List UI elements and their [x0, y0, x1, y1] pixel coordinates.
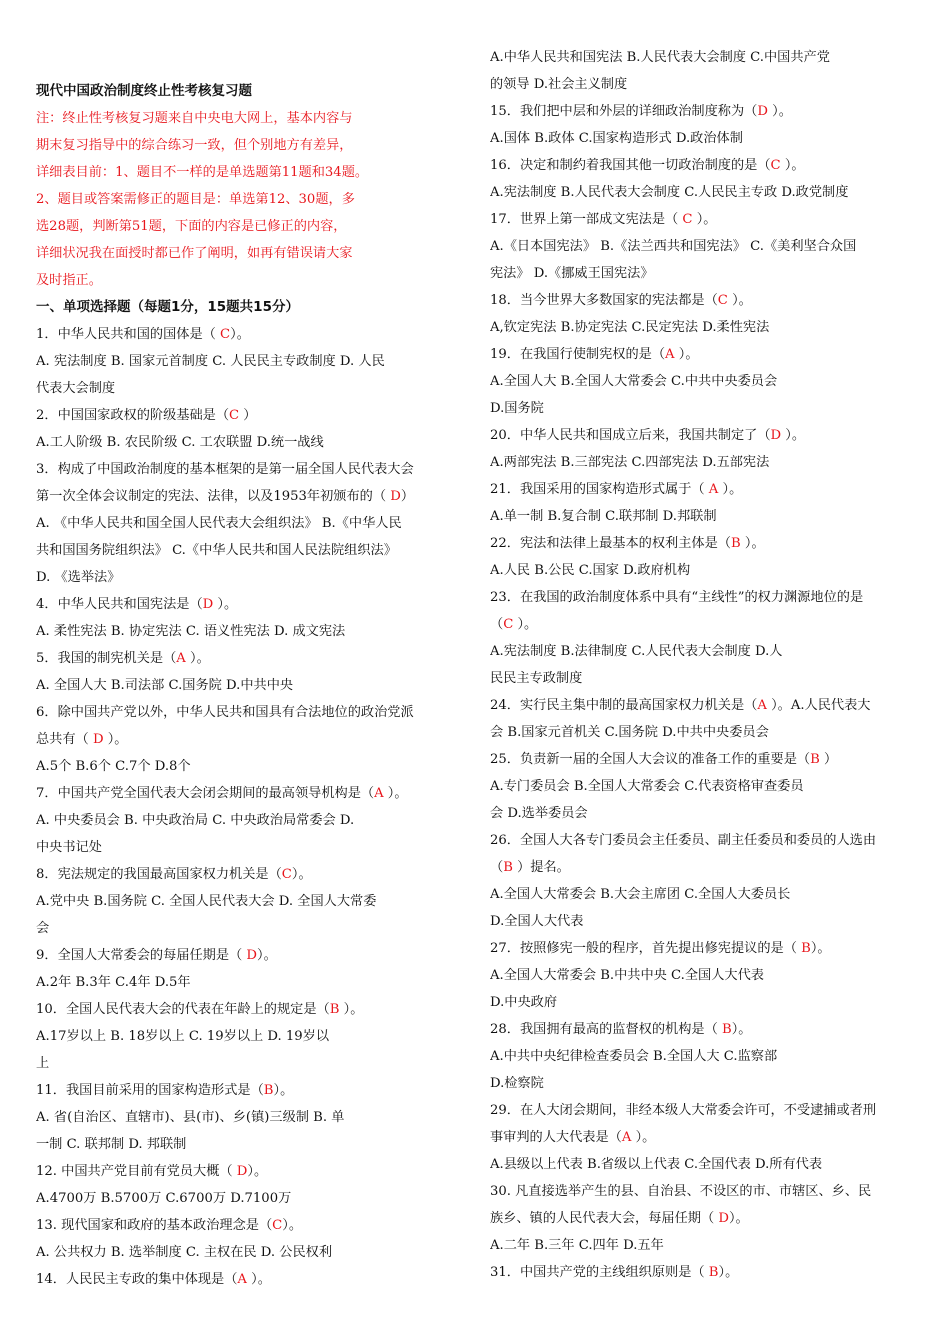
line-text: 30. 凡直接选举产生的县、自治县、不设区的市、市辖区、乡、民: [490, 1184, 872, 1199]
text-line: [490, 449, 908, 476]
line-text-end: ）。: [513, 617, 538, 632]
text-line: [36, 834, 454, 861]
answer-letter: D: [92, 732, 104, 747]
answer-letter: A: [176, 651, 186, 666]
line-text: 上: [36, 1056, 50, 1071]
line-text-end: ）提名。: [512, 860, 570, 875]
line-text-end: ）。: [383, 786, 408, 801]
note-line: 及时指正。: [36, 273, 102, 288]
line-text: 11．我国目前采用的国家构造形式是（: [36, 1083, 264, 1098]
text-line: [490, 368, 908, 395]
line-text: A.5个 B.6个 C.7个 D.8个: [36, 759, 191, 774]
answer-letter: D: [246, 948, 257, 963]
line-text: 12. 中国共产党目前有党员大概（: [36, 1164, 237, 1179]
line-text-end: ）。: [339, 1002, 364, 1017]
note-line: 详细表目前：1、题目不一样的是单选题第11题和34题。: [36, 165, 369, 180]
note-line: 选28题，判断第51题，下面的内容是已修正的内容，: [36, 219, 347, 234]
text-line: [36, 753, 454, 780]
text-line: [490, 827, 908, 854]
line-text-end: ）。: [291, 867, 312, 882]
answer-letter: D: [390, 489, 401, 504]
text-line: [490, 44, 908, 71]
line-text: （: [490, 860, 504, 875]
line-text: A.县级以上代表 B.省级以上代表 C.全国代表 D.所有代表: [490, 1157, 823, 1172]
line-text-end: ）。: [247, 1164, 268, 1179]
text-line: [490, 206, 908, 233]
right-question-list: [490, 44, 908, 1286]
line-text-end: ）。: [718, 482, 743, 497]
text-line: [490, 1097, 908, 1124]
line-text-end: ）。: [185, 651, 210, 666]
text-line: [490, 260, 908, 287]
line-text: A. 《中华人民共和国全国人民代表大会组织法》 B.《中华人民: [36, 516, 402, 531]
text-line: [490, 638, 908, 665]
line-text-end: ）。: [692, 212, 717, 227]
text-line: [36, 780, 454, 807]
answer-letter: C: [717, 293, 728, 308]
text-line: [36, 1104, 454, 1131]
line-text: 19．在我国行使制宪权的是（: [490, 347, 666, 362]
text-line: [36, 1050, 454, 1077]
line-text: 24．实行民主集中制的最高国家权力机关是（: [490, 698, 758, 713]
text-line: [490, 152, 908, 179]
line-text: D. 《选举法》: [36, 570, 121, 585]
text-line: [36, 321, 454, 348]
line-text: 29．在人大闭会期间，非经本级人大常委会许可，不受逮捕或者刑: [490, 1103, 877, 1118]
line-text: A.二年 B.三年 C.四年 D.五年: [490, 1238, 664, 1253]
text-line: [36, 699, 454, 726]
text-line: [490, 611, 908, 638]
text-line: [36, 456, 454, 483]
text-line: [36, 942, 454, 969]
text-line: [490, 98, 908, 125]
line-text: A.中华人民共和国宪法 B.人民代表大会制度 C.中国共产党: [490, 50, 830, 65]
right-column: [490, 44, 908, 1286]
text-line: [490, 1232, 908, 1259]
line-text: 的领导 D.社会主义制度: [490, 77, 628, 92]
text-line: [36, 1023, 454, 1050]
line-text: A.专门委员会 B.全国人大常委会 C.代表资格审查委员: [490, 779, 804, 794]
text-line: [36, 564, 454, 591]
line-text: A.全国人大常委会 B.大会主席团 C.全国人大委员长: [490, 887, 791, 902]
text-line: [36, 645, 454, 672]
text-line: [36, 591, 454, 618]
text-line: [490, 962, 908, 989]
answer-letter: B: [801, 941, 811, 956]
text-line: [36, 861, 454, 888]
line-text: 2．中国国家政权的阶级基础是（: [36, 408, 230, 423]
text-line: [36, 537, 454, 564]
line-text: （: [490, 617, 504, 632]
answer-letter: A: [708, 482, 719, 497]
line-text-end: ）。: [631, 1130, 656, 1145]
text-line: [490, 935, 908, 962]
text-line: [490, 881, 908, 908]
text-line: [36, 1158, 454, 1185]
answer-letter: C: [220, 327, 231, 342]
text-line: [490, 125, 908, 152]
text-line: [490, 1259, 908, 1286]
line-text: 23．在我国的政治制度体系中具有“主线性”的权力渊源地位的是: [490, 590, 864, 605]
text-line: [490, 422, 908, 449]
line-text: A. 公共权力 B. 选举制度 C. 主权在民 D. 公民权利: [36, 1245, 333, 1260]
answer-letter: C: [682, 212, 693, 227]
answer-letter: A: [757, 698, 767, 713]
line-text: 27．按照修宪一般的程序，首先提出修宪提议的是（: [490, 941, 802, 956]
text-line: [490, 287, 908, 314]
revision-note: [36, 105, 454, 294]
text-line: [36, 1266, 454, 1293]
line-text-end: ）。: [767, 104, 792, 119]
line-text: 16．决定和制约着我国其他一切政治制度的是（: [490, 158, 771, 173]
text-line: [36, 510, 454, 537]
answer-letter: D: [718, 1211, 729, 1226]
line-text: A. 宪法制度 B. 国家元首制度 C. 人民民主专政制度 D. 人民: [36, 354, 385, 369]
line-text-end: ）。: [256, 948, 277, 963]
line-text: 21．我国采用的国家构造形式属于（: [490, 482, 709, 497]
line-text: A. 全国人大 B.司法部 C.国务院 D.中共中央: [36, 678, 294, 693]
text-line: [36, 402, 454, 429]
line-text: A. 中央委员会 B. 中央政治局 C. 中央政治局常委会 D.: [36, 813, 355, 828]
line-text-end: ）。: [230, 327, 250, 342]
line-text: D.检察院: [490, 1076, 544, 1091]
text-line: [36, 429, 454, 456]
answer-letter: C: [281, 867, 292, 882]
line-text: A.全国人大常委会 B.中共中央 C.全国人大代表: [490, 968, 764, 983]
text-line: [36, 483, 454, 510]
line-text: 14．人民民主专政的集中体现是（: [36, 1272, 238, 1287]
text-line: [36, 807, 454, 834]
text-line: [490, 233, 908, 260]
line-text: 28．我国拥有最高的监督权的机构是（: [490, 1022, 722, 1037]
line-text: A,钦定宪法 B.协定宪法 C.民定宪法 D.柔性宪法: [490, 320, 770, 335]
line-text: A.工人阶级 B. 农民阶级 C. 工农联盟 D.统一战线: [36, 435, 324, 450]
text-line: [490, 692, 908, 719]
answer-letter: D: [770, 428, 782, 443]
text-line: [490, 1151, 908, 1178]
text-line: [490, 989, 908, 1016]
text-line: [490, 719, 908, 746]
text-line: [36, 1212, 454, 1239]
text-line: [36, 726, 454, 753]
left-column: [36, 78, 454, 1293]
text-line: [490, 665, 908, 692]
line-text: 族乡、镇的人民代表大会，每届任期（: [490, 1211, 719, 1226]
text-line: [36, 672, 454, 699]
line-text: A.4700万 B.5700万 C.6700万 D.7100万: [36, 1191, 292, 1206]
line-text-end: ）。: [674, 347, 699, 362]
text-line: [490, 1178, 908, 1205]
line-text: 第一次全体会议制定的宪法、法律，以及1953年初颁布的（: [36, 489, 391, 504]
text-line: [490, 1016, 908, 1043]
text-line: [36, 1185, 454, 1212]
line-text: 7．中国共产党全国代表大会闭会期间的最高领导机构是（: [36, 786, 375, 801]
line-text: A.宪法制度 B.法律制度 C.人民代表大会制度 D.人: [490, 644, 783, 659]
answer-letter: D: [757, 104, 768, 119]
line-text: A.2年 B.3年 C.4年 D.5年: [36, 975, 191, 990]
answer-letter: A: [237, 1272, 247, 1287]
text-line: [490, 314, 908, 341]
text-line: [490, 476, 908, 503]
text-line: [36, 888, 454, 915]
note-line: 详细状况我在面授时都已作了阐明，如再有错误请大家: [36, 246, 353, 261]
line-text: 9．全国人大常委会的每届任期是（: [36, 948, 247, 963]
text-line: [490, 746, 908, 773]
text-line: [490, 395, 908, 422]
line-text: 6．除中国共产党以外，中华人民共和国具有合法地位的政治党派: [36, 705, 414, 720]
line-text-end: ）。: [728, 1211, 749, 1226]
line-text: 15．我们把中层和外层的详细政治制度称为（: [490, 104, 758, 119]
section-heading: 一、单项选择题（每题1分，15题共15分）: [36, 299, 299, 315]
line-text: 10．全国人民代表大会的代表在年龄上的规定是（: [36, 1002, 330, 1017]
line-text-end: ）。: [780, 158, 805, 173]
text-line: [490, 1043, 908, 1070]
answer-letter: D: [236, 1164, 248, 1179]
text-line: [490, 800, 908, 827]
answer-letter: B: [708, 1265, 719, 1280]
line-text: 总共有（: [36, 732, 93, 747]
text-line: [490, 179, 908, 206]
text-line: [490, 503, 908, 530]
text-line: [36, 375, 454, 402]
line-text: 17．世界上第一部成文宪法是（: [490, 212, 683, 227]
line-text: 中央书记处: [36, 840, 102, 855]
line-text: 5．我国的制宪机关是（: [36, 651, 177, 666]
answer-letter: A: [621, 1130, 632, 1145]
line-text-end: ）。: [810, 941, 831, 956]
line-text: 4．中华人民共和国宪法是（: [36, 597, 203, 612]
line-text: 会 D.选举委员会: [490, 806, 588, 821]
line-text: A.人民 B.公民 C.国家 D.政府机构: [490, 563, 691, 578]
line-text: 民民主专政制度: [490, 671, 583, 686]
line-text-end: ）: [400, 489, 415, 504]
line-text: 会 B.国家元首机关 C.国务院 D.中共中央委员会: [490, 725, 769, 740]
text-line: [490, 71, 908, 98]
line-text-end: ）。: [103, 732, 128, 747]
answer-letter: C: [770, 158, 781, 173]
line-text: D.中央政府: [490, 995, 558, 1010]
note-line: 注：终止性考核复习题来自中央电大网上，基本内容与: [36, 111, 353, 126]
line-text: A.党中央 B.国务院 C. 全国人民代表大会 D. 全国人大常委: [36, 894, 377, 909]
line-text: A.全国人大 B.全国人大常委会 C.中共中央委员会: [490, 374, 778, 389]
line-text: D.国务院: [490, 401, 544, 416]
line-text-end: ）。: [781, 428, 806, 443]
line-text-end: ）。: [740, 536, 765, 551]
answer-letter: C: [503, 617, 514, 632]
text-line: [36, 915, 454, 942]
line-text: 31．中国共产党的主线组织原则是（: [490, 1265, 709, 1280]
line-text: 18．当今世界大多数国家的宪法都是（: [490, 293, 718, 308]
text-line: [490, 854, 908, 881]
line-text-end: ）。: [731, 1022, 752, 1037]
answer-letter: C: [229, 408, 240, 423]
line-text: 20．中华人民共和国成立后来，我国共制定了（: [490, 428, 771, 443]
text-line: [490, 773, 908, 800]
line-text: 3．构成了中国政治制度的基本框架的是第一届全国人民代表大会: [36, 462, 414, 477]
line-text-end: ）。: [246, 1272, 271, 1287]
left-question-list: [36, 321, 454, 1293]
text-line: [36, 969, 454, 996]
line-text: 事审判的人大代表是（: [490, 1130, 622, 1145]
answer-letter: B: [503, 860, 513, 875]
text-line: [36, 618, 454, 645]
answer-letter: B: [721, 1022, 732, 1037]
answer-letter: D: [202, 597, 214, 612]
line-text-end: ）: [819, 752, 838, 767]
line-text: 一制 C. 联邦制 D. 邦联制: [36, 1137, 187, 1152]
line-text: 22．宪法和法律上最基本的权利主体是（: [490, 536, 731, 551]
text-line: [36, 1131, 454, 1158]
line-text: 8．宪法规定的我国最高国家权力机关是（: [36, 867, 282, 882]
line-text: 13. 现代国家和政府的基本政治理念是（: [36, 1218, 273, 1233]
line-text: A. 省(自治区、直辖市)、县(市)、乡(镇)三级制 B. 单: [36, 1110, 345, 1125]
line-text-end: ）。: [282, 1218, 303, 1233]
text-line: [36, 1239, 454, 1266]
line-text: 26．全国人大各专门委员会主任委员、副主任委员和委员的人选由: [490, 833, 877, 848]
line-text-end: ）。: [727, 293, 752, 308]
line-text: A. 柔性宪法 B. 协定宪法 C. 语义性宪法 D. 成文宪法: [36, 624, 346, 639]
text-line: [490, 530, 908, 557]
answer-letter: B: [730, 536, 741, 551]
line-text: A.中共中央纪律检查委员会 B.全国人大 C.监察部: [490, 1049, 778, 1064]
line-text: D.全国人大代表: [490, 914, 584, 929]
answer-letter: A: [665, 347, 675, 362]
line-text: 25．负责新一届的全国人大会议的准备工作的重要是（: [490, 752, 811, 767]
line-text-end: ）: [239, 408, 257, 423]
line-text: A.17岁以上 B. 18岁以上 C. 19岁以上 D. 19岁以: [36, 1029, 330, 1044]
line-text: 宪法》 D.《挪威王国宪法》: [490, 266, 654, 281]
line-text: 会: [36, 921, 50, 936]
text-line: [490, 341, 908, 368]
answer-letter: B: [810, 752, 820, 767]
text-line: [36, 996, 454, 1023]
line-text: 1．中华人民共和国的国体是（: [36, 327, 221, 342]
line-text: A.国体 B.政体 C.国家构造形式 D.政治体制: [490, 131, 743, 146]
line-text-end: ）。A.人民代表大: [766, 698, 871, 713]
text-line: [36, 1077, 454, 1104]
text-line: [490, 1070, 908, 1097]
text-line: [490, 1205, 908, 1232]
line-text-end: ）。: [718, 1265, 739, 1280]
note-line: 2、题目或答案需修正的题目是：单选第12、30题，多: [36, 192, 355, 207]
answer-letter: C: [272, 1218, 283, 1233]
text-line: [490, 908, 908, 935]
line-text-end: ）。: [273, 1083, 294, 1098]
line-text: A.宪法制度 B.人民代表大会制度 C.人民民主专政 D.政党制度: [490, 185, 849, 200]
line-text: A.《日本国宪法》 B.《法兰西共和国宪法》 C.《美利坚合众国: [490, 239, 857, 254]
line-text: 代表大会制度: [36, 381, 116, 396]
text-line: [490, 1124, 908, 1151]
text-line: [490, 584, 908, 611]
answer-letter: A: [374, 786, 384, 801]
text-line: [36, 348, 454, 375]
line-text: A.两部宪法 B.三部宪法 C.四部宪法 D.五部宪法: [490, 455, 770, 470]
answer-letter: B: [263, 1083, 274, 1098]
line-text-end: ）。: [213, 597, 238, 612]
note-line: 期末复习指导中的综合练习一致，但个别地方有差异，: [36, 138, 353, 153]
answer-letter: B: [329, 1002, 340, 1017]
document-title: 现代中国政治制度终止性考核复习题: [36, 83, 252, 99]
line-text: A.单一制 B.复合制 C.联邦制 D.邦联制: [490, 509, 717, 524]
line-text: 共和国国务院组织法》 C.《中华人民共和国人民法院组织法》: [36, 543, 397, 558]
text-line: [490, 557, 908, 584]
